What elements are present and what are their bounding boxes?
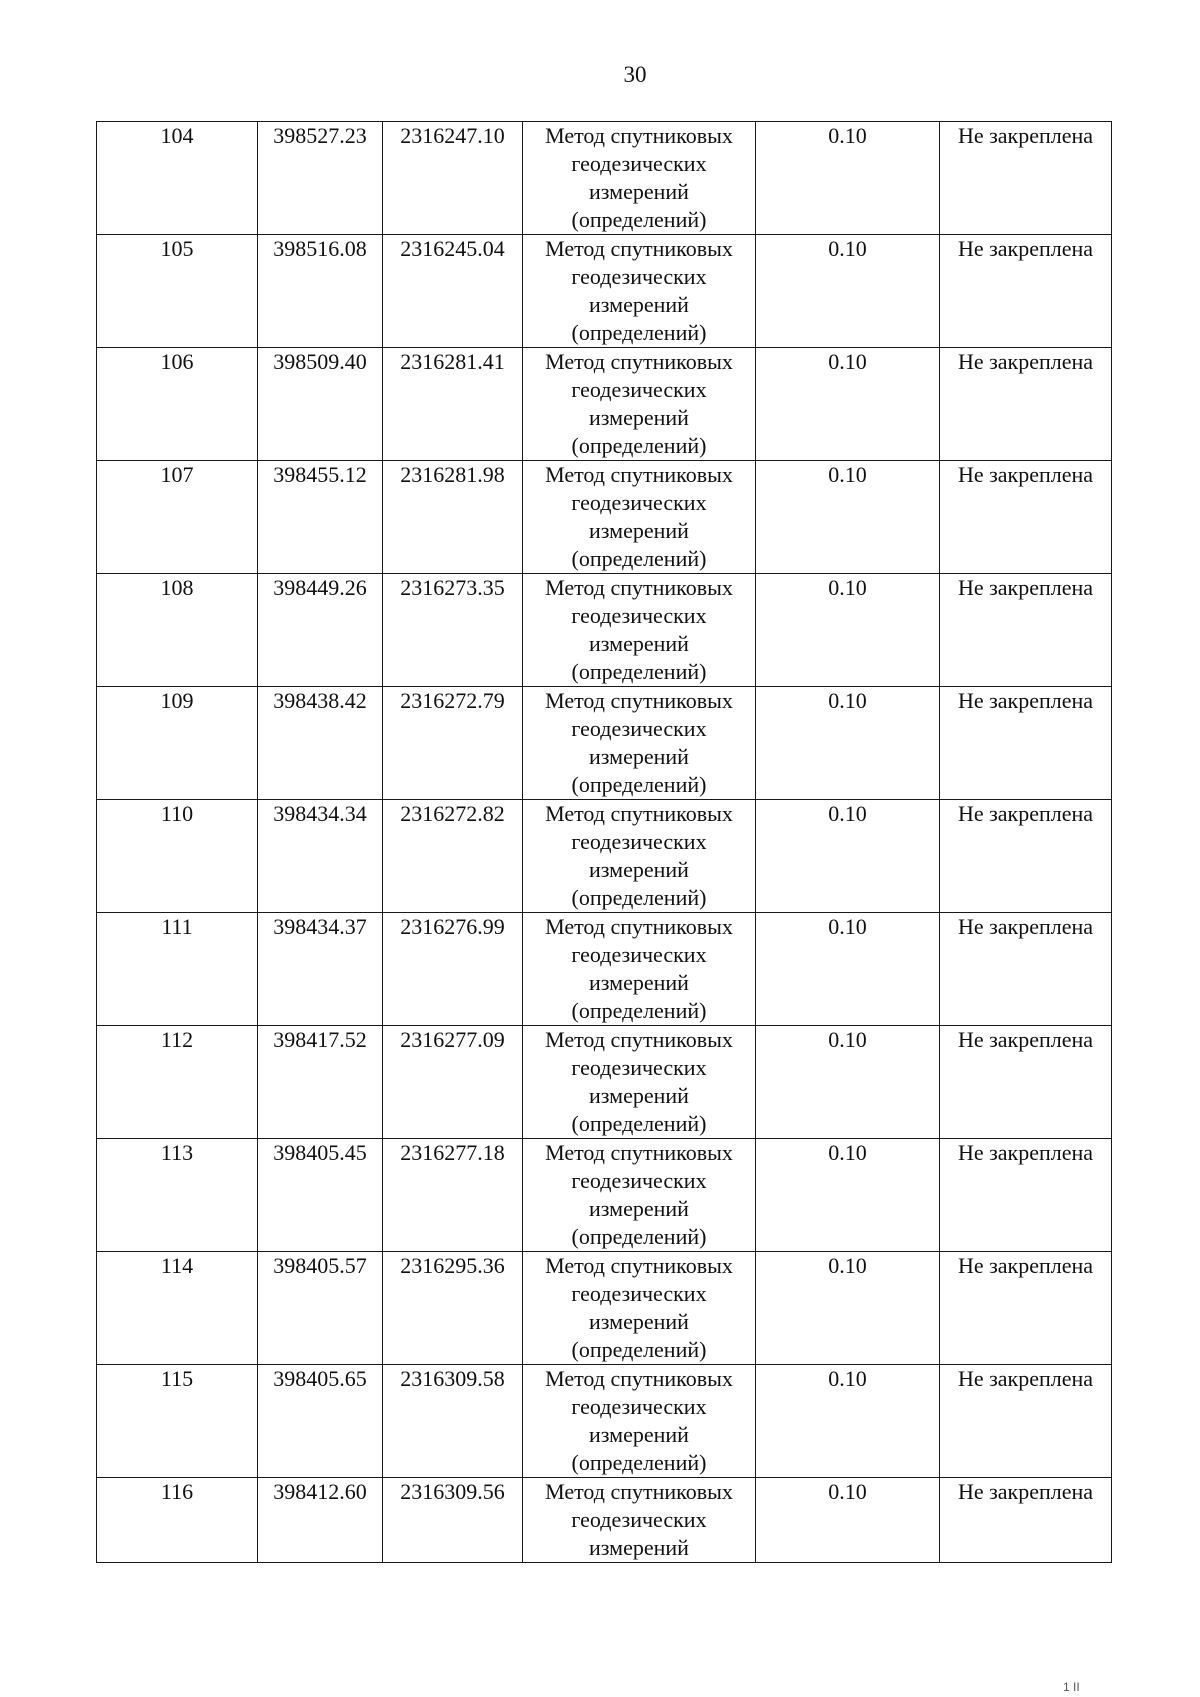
method-line: (определений) [571,1337,707,1362]
point-number-cell: 114 [97,1252,258,1365]
accuracy-cell: 0.10 [756,800,940,913]
accuracy-cell: 0.10 [756,1139,940,1252]
method-line: измерений [589,1309,689,1334]
method-line: измерений [589,405,689,430]
method-line: измерений [589,1083,689,1108]
method-line: геодезических [571,377,707,402]
accuracy-cell: 0.10 [756,461,940,574]
accuracy-cell: 0.10 [756,122,940,235]
fixation-cell: Не закреплена [940,687,1112,800]
y-coordinate-cell: 2316277.18 [383,1139,523,1252]
method-line: геодезических [571,1507,707,1532]
method-line: измерений [589,970,689,995]
table-row [97,1252,1112,1365]
method-line: (определений) [571,1224,707,1249]
method-line: геодезических [571,1168,707,1193]
method-line: измерений [589,1196,689,1221]
method-cell [523,687,756,800]
method-line: геодезических [571,829,707,854]
point-number-cell: 116 [97,1478,258,1563]
accuracy-cell: 0.10 [756,687,940,800]
y-coordinate-cell: 2316309.58 [383,1365,523,1478]
y-coordinate-cell: 2316295.36 [383,1252,523,1365]
method-cell [523,348,756,461]
method-line: Метод спутниковых [545,1366,733,1391]
page-number: 30 [623,62,647,87]
table-row [97,348,1112,461]
x-coordinate-cell: 398405.65 [258,1365,383,1478]
method-line: Метод спутниковых [545,462,733,487]
y-coordinate-cell: 2316245.04 [383,235,523,348]
method-line: Метод спутниковых [545,575,733,600]
fixation-cell: Не закреплена [940,122,1112,235]
method-line: (определений) [571,207,707,232]
method-line: (определений) [571,772,707,797]
fixation-cell: Не закреплена [940,235,1112,348]
table-row [97,1365,1112,1478]
accuracy-cell: 0.10 [756,1365,940,1478]
x-coordinate-cell: 398434.37 [258,913,383,1026]
method-line: измерений [589,1422,689,1447]
table-row [97,1478,1112,1563]
fixation-cell: Не закреплена [940,574,1112,687]
point-number-cell: 109 [97,687,258,800]
method-line: Метод спутниковых [545,1140,733,1165]
method-line: (определений) [571,1450,707,1475]
table-row [97,800,1112,913]
table-row [97,1026,1112,1139]
method-line: измерений [589,518,689,543]
x-coordinate-cell: 398438.42 [258,687,383,800]
fixation-cell: Не закреплена [940,1139,1112,1252]
method-line: измерений [589,857,689,882]
x-coordinate-cell: 398405.57 [258,1252,383,1365]
fixation-cell: Не закреплена [940,1365,1112,1478]
method-line: геодезических [571,942,707,967]
method-line: Метод спутниковых [545,236,733,261]
point-number-cell: 113 [97,1139,258,1252]
y-coordinate-cell: 2316277.09 [383,1026,523,1139]
method-line: Метод спутниковых [545,1027,733,1052]
y-coordinate-cell: 2316272.82 [383,800,523,913]
method-cell [523,235,756,348]
fixation-cell: Не закреплена [940,1478,1112,1563]
table-row [97,461,1112,574]
method-cell [523,1026,756,1139]
method-line: (определений) [571,1111,707,1136]
y-coordinate-cell: 2316276.99 [383,913,523,1026]
x-coordinate-cell: 398527.23 [258,122,383,235]
method-line: Метод спутниковых [545,123,733,148]
fixation-cell: Не закреплена [940,348,1112,461]
method-cell [523,1365,756,1478]
point-number-cell: 104 [97,122,258,235]
method-line: Метод спутниковых [545,1479,733,1504]
x-coordinate-cell: 398516.08 [258,235,383,348]
method-cell [523,122,756,235]
point-number-cell: 111 [97,913,258,1026]
y-coordinate-cell: 2316272.79 [383,687,523,800]
fixation-cell: Не закреплена [940,461,1112,574]
coordinates-table-body [97,122,1112,1563]
method-line: Метод спутниковых [545,914,733,939]
y-coordinate-cell: 2316247.10 [383,122,523,235]
accuracy-cell: 0.10 [756,913,940,1026]
method-line: Метод спутниковых [545,349,733,374]
y-coordinate-cell: 2316281.98 [383,461,523,574]
method-cell [523,800,756,913]
table-row [97,1139,1112,1252]
method-line: геодезических [571,1281,707,1306]
point-number-cell: 110 [97,800,258,913]
table-row [97,235,1112,348]
method-cell [523,1139,756,1252]
accuracy-cell: 0.10 [756,348,940,461]
accuracy-cell: 0.10 [756,1478,940,1563]
fixation-cell: Не закреплена [940,913,1112,1026]
method-line: измерений [589,631,689,656]
method-line: (определений) [571,659,707,684]
fixation-cell: Не закреплена [940,1026,1112,1139]
y-coordinate-cell: 2316309.56 [383,1478,523,1563]
point-number-cell: 112 [97,1026,258,1139]
x-coordinate-cell: 398417.52 [258,1026,383,1139]
y-coordinate-cell: 2316273.35 [383,574,523,687]
x-coordinate-cell: 398455.12 [258,461,383,574]
method-cell [523,913,756,1026]
coordinates-table [96,121,1112,1563]
x-coordinate-cell: 398434.34 [258,800,383,913]
table-row [97,687,1112,800]
method-line: геодезических [571,264,707,289]
method-line: Метод спутниковых [545,1253,733,1278]
method-line: геодезических [571,603,707,628]
method-line: измерений [589,292,689,317]
method-line: геодезических [571,151,707,176]
scan-mark: 1 II [1063,1680,1080,1694]
method-line: измерений [589,1535,689,1560]
method-line: (определений) [571,998,707,1023]
method-line: геодезических [571,1055,707,1080]
table-row [97,913,1112,1026]
method-line: (определений) [571,885,707,910]
point-number-cell: 106 [97,348,258,461]
method-line: геодезических [571,716,707,741]
point-number-cell: 108 [97,574,258,687]
method-line: измерений [589,744,689,769]
table-row [97,574,1112,687]
method-line: геодезических [571,1394,707,1419]
x-coordinate-cell: 398405.45 [258,1139,383,1252]
point-number-cell: 107 [97,461,258,574]
fixation-cell: Не закреплена [940,1252,1112,1365]
x-coordinate-cell: 398449.26 [258,574,383,687]
method-cell [523,461,756,574]
x-coordinate-cell: 398509.40 [258,348,383,461]
y-coordinate-cell: 2316281.41 [383,348,523,461]
x-coordinate-cell: 398412.60 [258,1478,383,1563]
method-cell [523,574,756,687]
method-line: геодезических [571,490,707,515]
accuracy-cell: 0.10 [756,235,940,348]
accuracy-cell: 0.10 [756,1026,940,1139]
point-number-cell: 115 [97,1365,258,1478]
method-line: (определений) [571,546,707,571]
table-row [97,122,1112,235]
method-cell [523,1478,756,1563]
method-cell [523,1252,756,1365]
method-line: (определений) [571,320,707,345]
method-line: измерений [589,179,689,204]
point-number-cell: 105 [97,235,258,348]
method-line: Метод спутниковых [545,801,733,826]
method-line: Метод спутниковых [545,688,733,713]
method-line: (определений) [571,433,707,458]
fixation-cell: Не закреплена [940,800,1112,913]
accuracy-cell: 0.10 [756,1252,940,1365]
accuracy-cell: 0.10 [756,574,940,687]
